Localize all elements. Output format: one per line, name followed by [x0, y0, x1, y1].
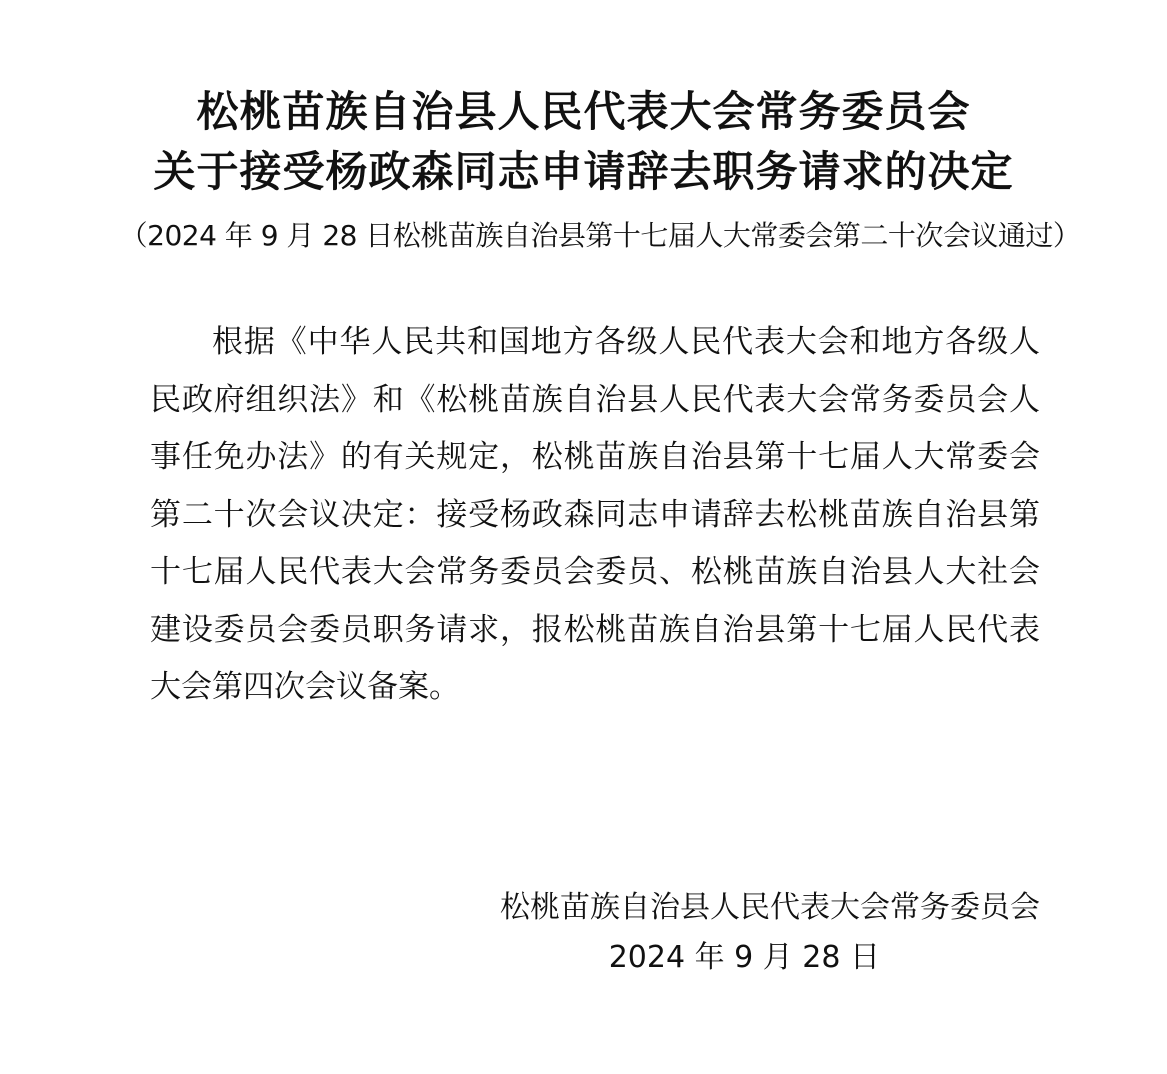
- document-subtitle: （2024 年 9 月 28 日松桃苗族自治县第十七届人大常委会第二十次会议通过）: [119, 219, 1081, 252]
- signature-date: 2024 年 9 月 28 日: [608, 940, 880, 975]
- document-body-paragraph: 根据《中华人民共和国地方各级人民代表大会和地方各级人民政府组织法》和《松桃苗族自治县人民代表大会常务委员会人事任免办法》的有关规定，松桃苗族自治县第十七届人大常委会第二十次会议决定：接受杨政森同志申请辞去松桃苗族自治县第十七届人民代表大会常务委员会委员、松桃苗族自治县人大社会建设委员会委员职务请求，报松桃苗族自治县第十七届人民代表大会第四次会议备案。: [150, 324, 1040, 705]
- signature-organization: 松桃苗族自治县人民代表大会常务委员会: [500, 890, 1040, 925]
- document-title-line-2: 关于接受杨政森同志申请辞去职务请求的决定: [153, 147, 1014, 196]
- document-title-line-1: 松桃苗族自治县人民代表大会常务委员会: [196, 87, 971, 136]
